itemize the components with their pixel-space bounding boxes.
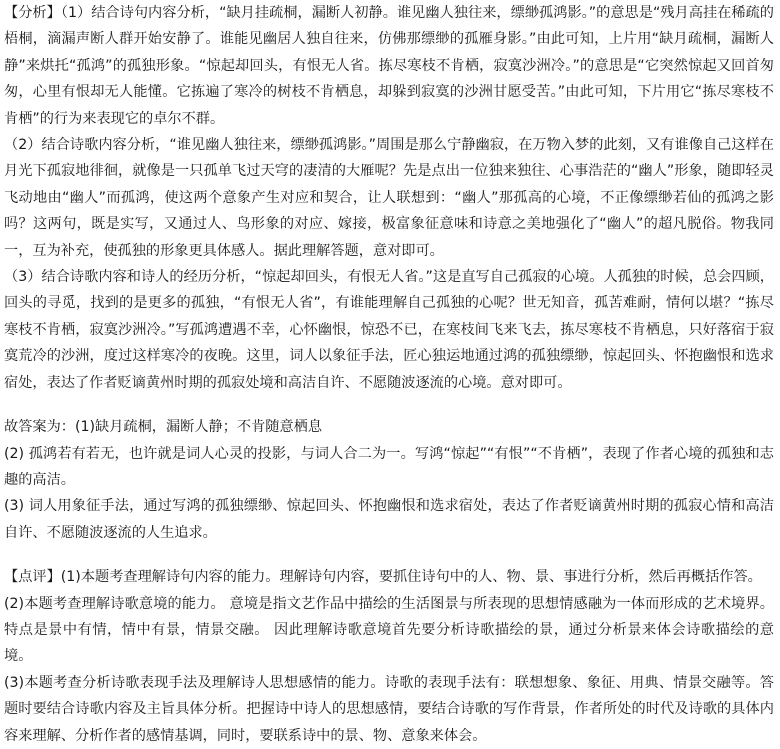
analysis-paragraph-2: （2）结合诗歌内容分析，“谁见幽人独往来，缥缈孤鸿影。”周围是那么宁静幽寂，在万物入梦的此刻，又有谁像自己这样在月光下孤寂地徘徊，就像是一只孤单飞过天穹的凄清的大雁呢？先是点出一位独来独往、心事浩茫的“幽人”形象，随即轻灵飞动地由“幽人”而孤鸿，使这两个意象产生对应和契合，让人联想到：“幽人”那孤高的心境，不正像缥缈若仙的孤鸿之影吗？这两句，既是实写，又通过人、鸟形象的对应、嫁接，极富象征意味和诗意之美地强化了“幽人”的超凡脱俗。物我同一，互为补充，使孤独的形象更具体感人。据此理解答题，意对即可。 — [4, 137, 774, 259]
analysis-paragraph-3: （3）结合诗歌内容和诗人的经历分析，“惊起却回头，有恨无人省。”这是直写自己孤寂的心境。人孤独的时候，总会四顾，回头的寻觅，找到的是更多的孤独，“有恨无人省”，有谁能理解自己孤独的心呢？世无知音，孤苦难耐，情何以堪？“拣尽寒枝不肯栖，寂寞沙洲冷。”写孤鸿遭遇不幸，心怀幽恨，惊恐不已，在寒枝间飞来飞去，拣尽寒枝不肯栖息，只好落宿于寂寞荒冷的沙洲，度过这样寒冷的夜晚。这里，词人以象征手法，匠心独运地通过鸿的孤独缥缈，惊起回头、怀抱幽恨和选求宿处，表达了作者贬谪黄州时期的孤寂处境和高洁自许、不愿随波逐流的心境。意对即可。 — [4, 269, 774, 391]
comment-line-1: 【点评】(1)本题考查理解诗句内容的能力。理解诗句内容，要抓住诗句中的人、物、景、事进行分析，然后再概括作答。 — [4, 569, 762, 586]
analysis-paragraph-1: 【分析】（1）结合诗句内容分析，“缺月挂疏桐，漏断人初静。谁见幽人独往来，缥缈孤鸿影。”的意思是“残月高挂在稀疏的梧桐，滴漏声断人群开始安静了。谁能见幽居人独自往来，仿佛那缥缈的孤雁身影。”由此可知，上片用“缺月疏桐，漏断人静”来烘托“孤鸿”的孤独形象。“惊起却回头，有恨无人省。拣尽寒枝不肯栖，寂寞沙洲冷。”的意思是“它突然惊起又回首匆匆，心里有恨却无人能懂。它拣遍了寒冷的树枝不肯栖息，却躲到寂寞的沙洲甘愿受苦。”由此可知，下片用它“拣尽寒枝不肯栖”的行为来表现它的卓尔不群。 — [4, 5, 774, 127]
answer-line-3: (3) 词人用象征手法，通过写鸿的孤独缥缈、惊起回头、怀抱幽恨和选求宿处，表达了作者贬谪黄州时期的孤寂心情和高洁自许、不愿随波逐流的人生追求。 — [4, 498, 774, 541]
answer-line-2: (2) 孤鸿若有若无，也许就是词人心灵的投影，与词人合二为一。写鸿“惊起”“有恨”“不肯栖”，表现了作者心境的孤独和志趣的高洁。 — [4, 445, 774, 488]
answer-line-1: 故答案为：(1)缺月疏桐，漏断人静；不肯随意栖息 — [4, 419, 323, 436]
answer-section — [4, 414, 774, 546]
comment-section — [4, 564, 774, 749]
comment-line-2: (2)本题考查理解诗歌意境的能力。 意境是指文艺作品中描绘的生活图景与所表现的思想情感融为一体而形成的艺术境界。特点是景中有情，情中有景，情景交融。 因此理解诗歌意境首先要分析诗歌描绘的景，通过分析景来体会诗歌描绘的意境。 — [4, 595, 774, 665]
comment-line-3: (3)本题考查分析诗歌表现手法及理解诗人思想感情的能力。诗歌的表现手法有：联想想象、象征、用典、情景交融等。答题时要结合诗歌内容及主旨具体分析。把握诗中诗人的思想感情，要结合诗歌的写作背景，作者所处的时代及诗歌的具体内容来理解、分析作者的感情基调，同时，要联系诗中的景、物、意象来体会。 — [4, 674, 774, 744]
analysis-section — [4, 0, 774, 396]
